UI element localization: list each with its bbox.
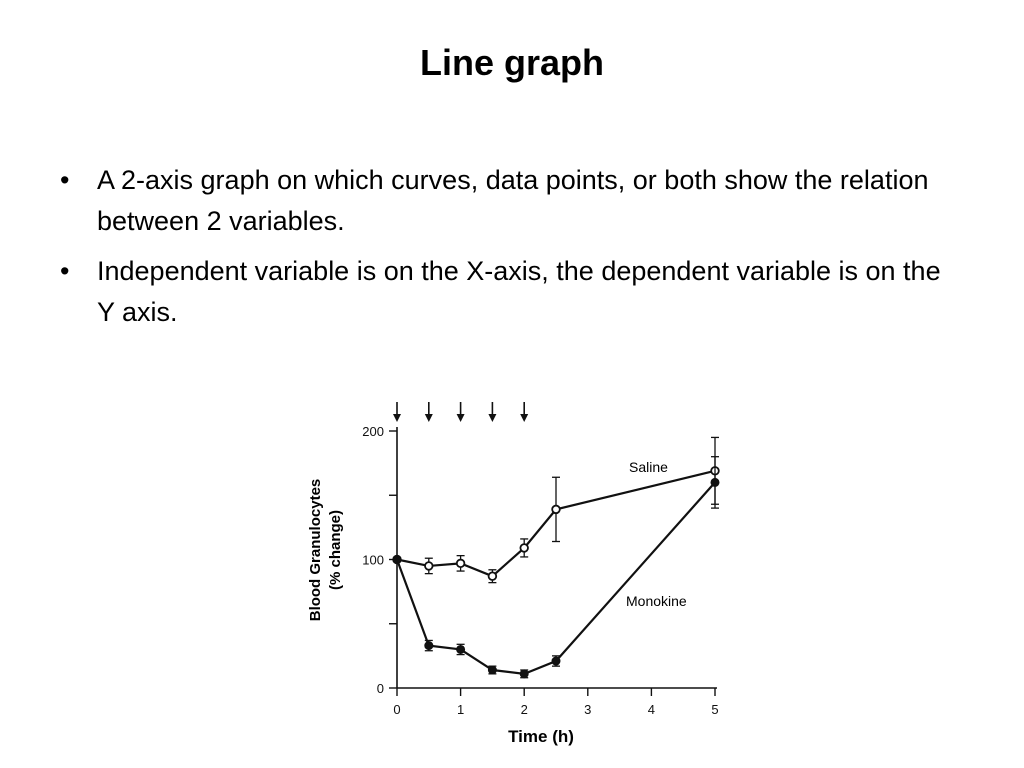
data-point xyxy=(457,645,465,653)
data-point xyxy=(488,666,496,674)
arrow-head xyxy=(425,414,433,422)
x-tick-label: 0 xyxy=(393,702,401,717)
y-tick-label: 200 xyxy=(362,424,384,439)
series-saline xyxy=(393,437,719,582)
bullet-icon: • xyxy=(60,165,70,195)
data-point xyxy=(552,657,560,665)
arrow-head xyxy=(520,414,528,422)
chart-svg xyxy=(292,372,732,752)
x-tick-label: 5 xyxy=(711,702,719,717)
series-label-saline: Saline xyxy=(629,459,668,475)
arrow-head xyxy=(393,414,401,422)
x-tick-label: 2 xyxy=(520,702,528,717)
y-axis-label: Blood Granulocytes xyxy=(307,478,324,622)
data-point xyxy=(552,506,560,514)
data-point xyxy=(457,560,465,568)
data-point xyxy=(711,478,719,486)
page-title: Line graph xyxy=(419,42,604,83)
x-tick-label: 3 xyxy=(584,702,592,717)
data-point xyxy=(520,670,528,678)
bullet-text: A 2-axis graph on which curves, data points, or both show the relation between 2 variables. xyxy=(97,165,929,236)
x-axis-label: Time (h) xyxy=(508,727,574,746)
dose-arrows xyxy=(393,402,528,422)
data-point xyxy=(520,544,528,552)
x-tick-label: 4 xyxy=(647,702,656,717)
bullet-icon: • xyxy=(60,256,70,286)
x-tick-label: 1 xyxy=(456,702,465,717)
y-tick-label: 100 xyxy=(362,552,384,568)
arrow-head xyxy=(488,414,496,422)
chart-series xyxy=(393,437,719,677)
data-point xyxy=(425,642,433,650)
data-point xyxy=(393,556,401,564)
bullet-item xyxy=(60,160,960,242)
series-label-monokine: Monokine xyxy=(626,593,687,609)
bullet-text: Independent variable is on the X-axis, the dependent variable is on the Y axis. xyxy=(97,256,941,327)
bullet-item xyxy=(60,251,960,333)
line-chart xyxy=(292,372,732,752)
arrow-head xyxy=(457,414,465,422)
data-point xyxy=(425,562,433,570)
data-point xyxy=(489,572,497,580)
y-axis-label-units: (% change) xyxy=(327,509,344,591)
y-tick-label: 0 xyxy=(376,681,384,696)
bullet-list xyxy=(60,160,960,342)
